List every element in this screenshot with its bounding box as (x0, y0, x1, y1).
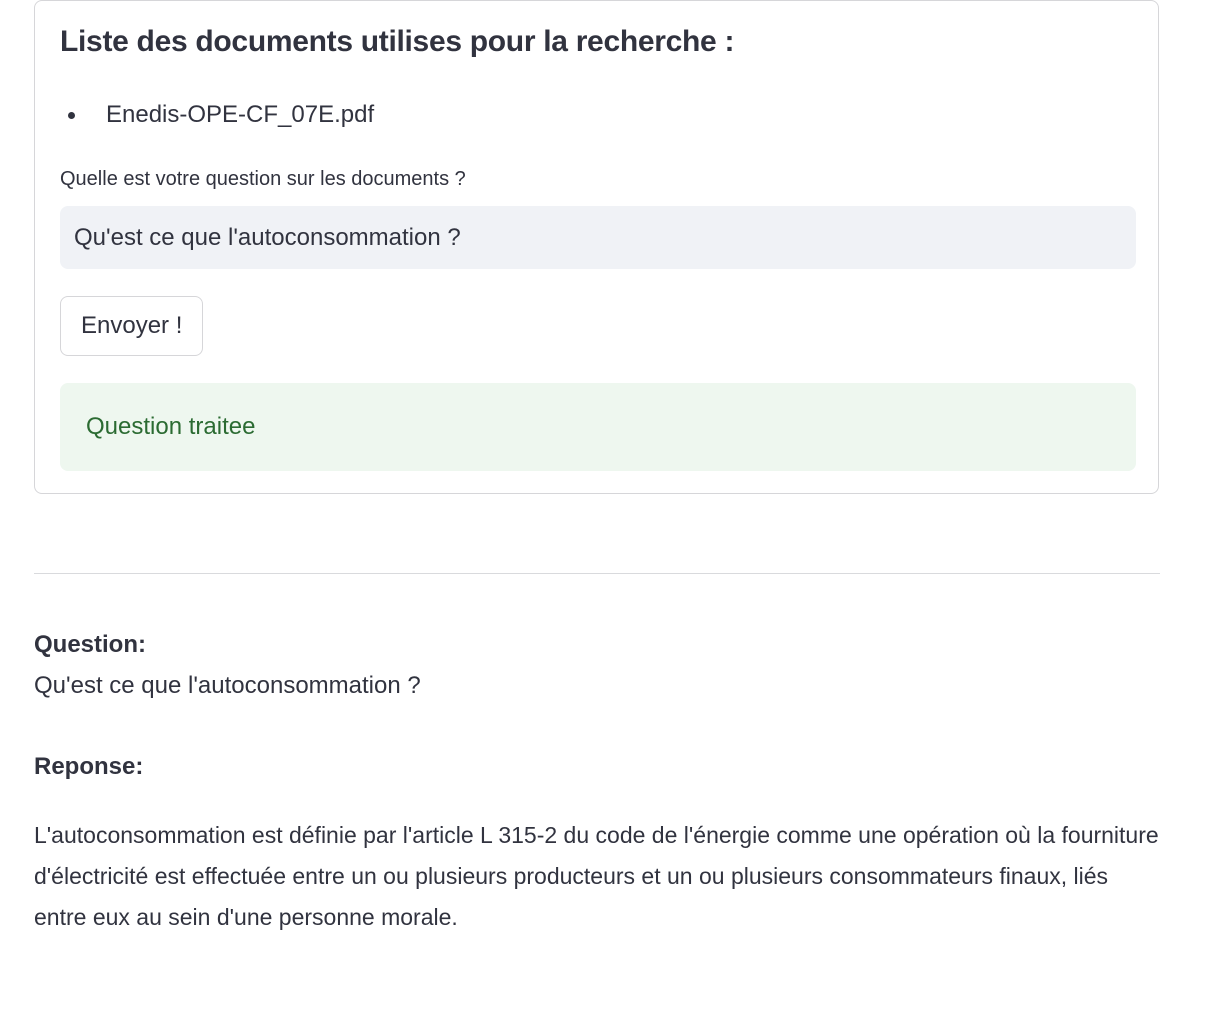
answer-heading: Reponse: (34, 753, 144, 780)
question-text: Qu'est ce que l'autoconsommation ? (34, 672, 421, 699)
success-alert (60, 383, 1136, 471)
answer-text: L'autoconsommation est définie par l'article L 315-2 du code de l'énergie comme une opération où la fourniture d'électricité est effectuée entre un ou plusieurs producteurs et un ou plusieurs consommateurs finaux, liés entre eux au sein d'une personne morale. (34, 822, 1159, 930)
status-message: Question traitee (86, 413, 256, 440)
divider (34, 573, 1160, 574)
question-form (34, 0, 1159, 494)
send-button[interactable]: Envoyer ! (60, 296, 203, 356)
list-item (60, 97, 374, 133)
question-field-label: Quelle est votre question sur les documents ? (60, 168, 466, 190)
document-name: Enedis-OPE-CF_07E.pdf (106, 101, 375, 128)
question-input[interactable] (60, 206, 1136, 269)
bullet-icon (68, 112, 75, 119)
documents-list-title: Liste des documents utilises pour la recherche : (60, 25, 735, 58)
documents-list (60, 97, 374, 133)
question-heading: Question: (34, 631, 146, 658)
